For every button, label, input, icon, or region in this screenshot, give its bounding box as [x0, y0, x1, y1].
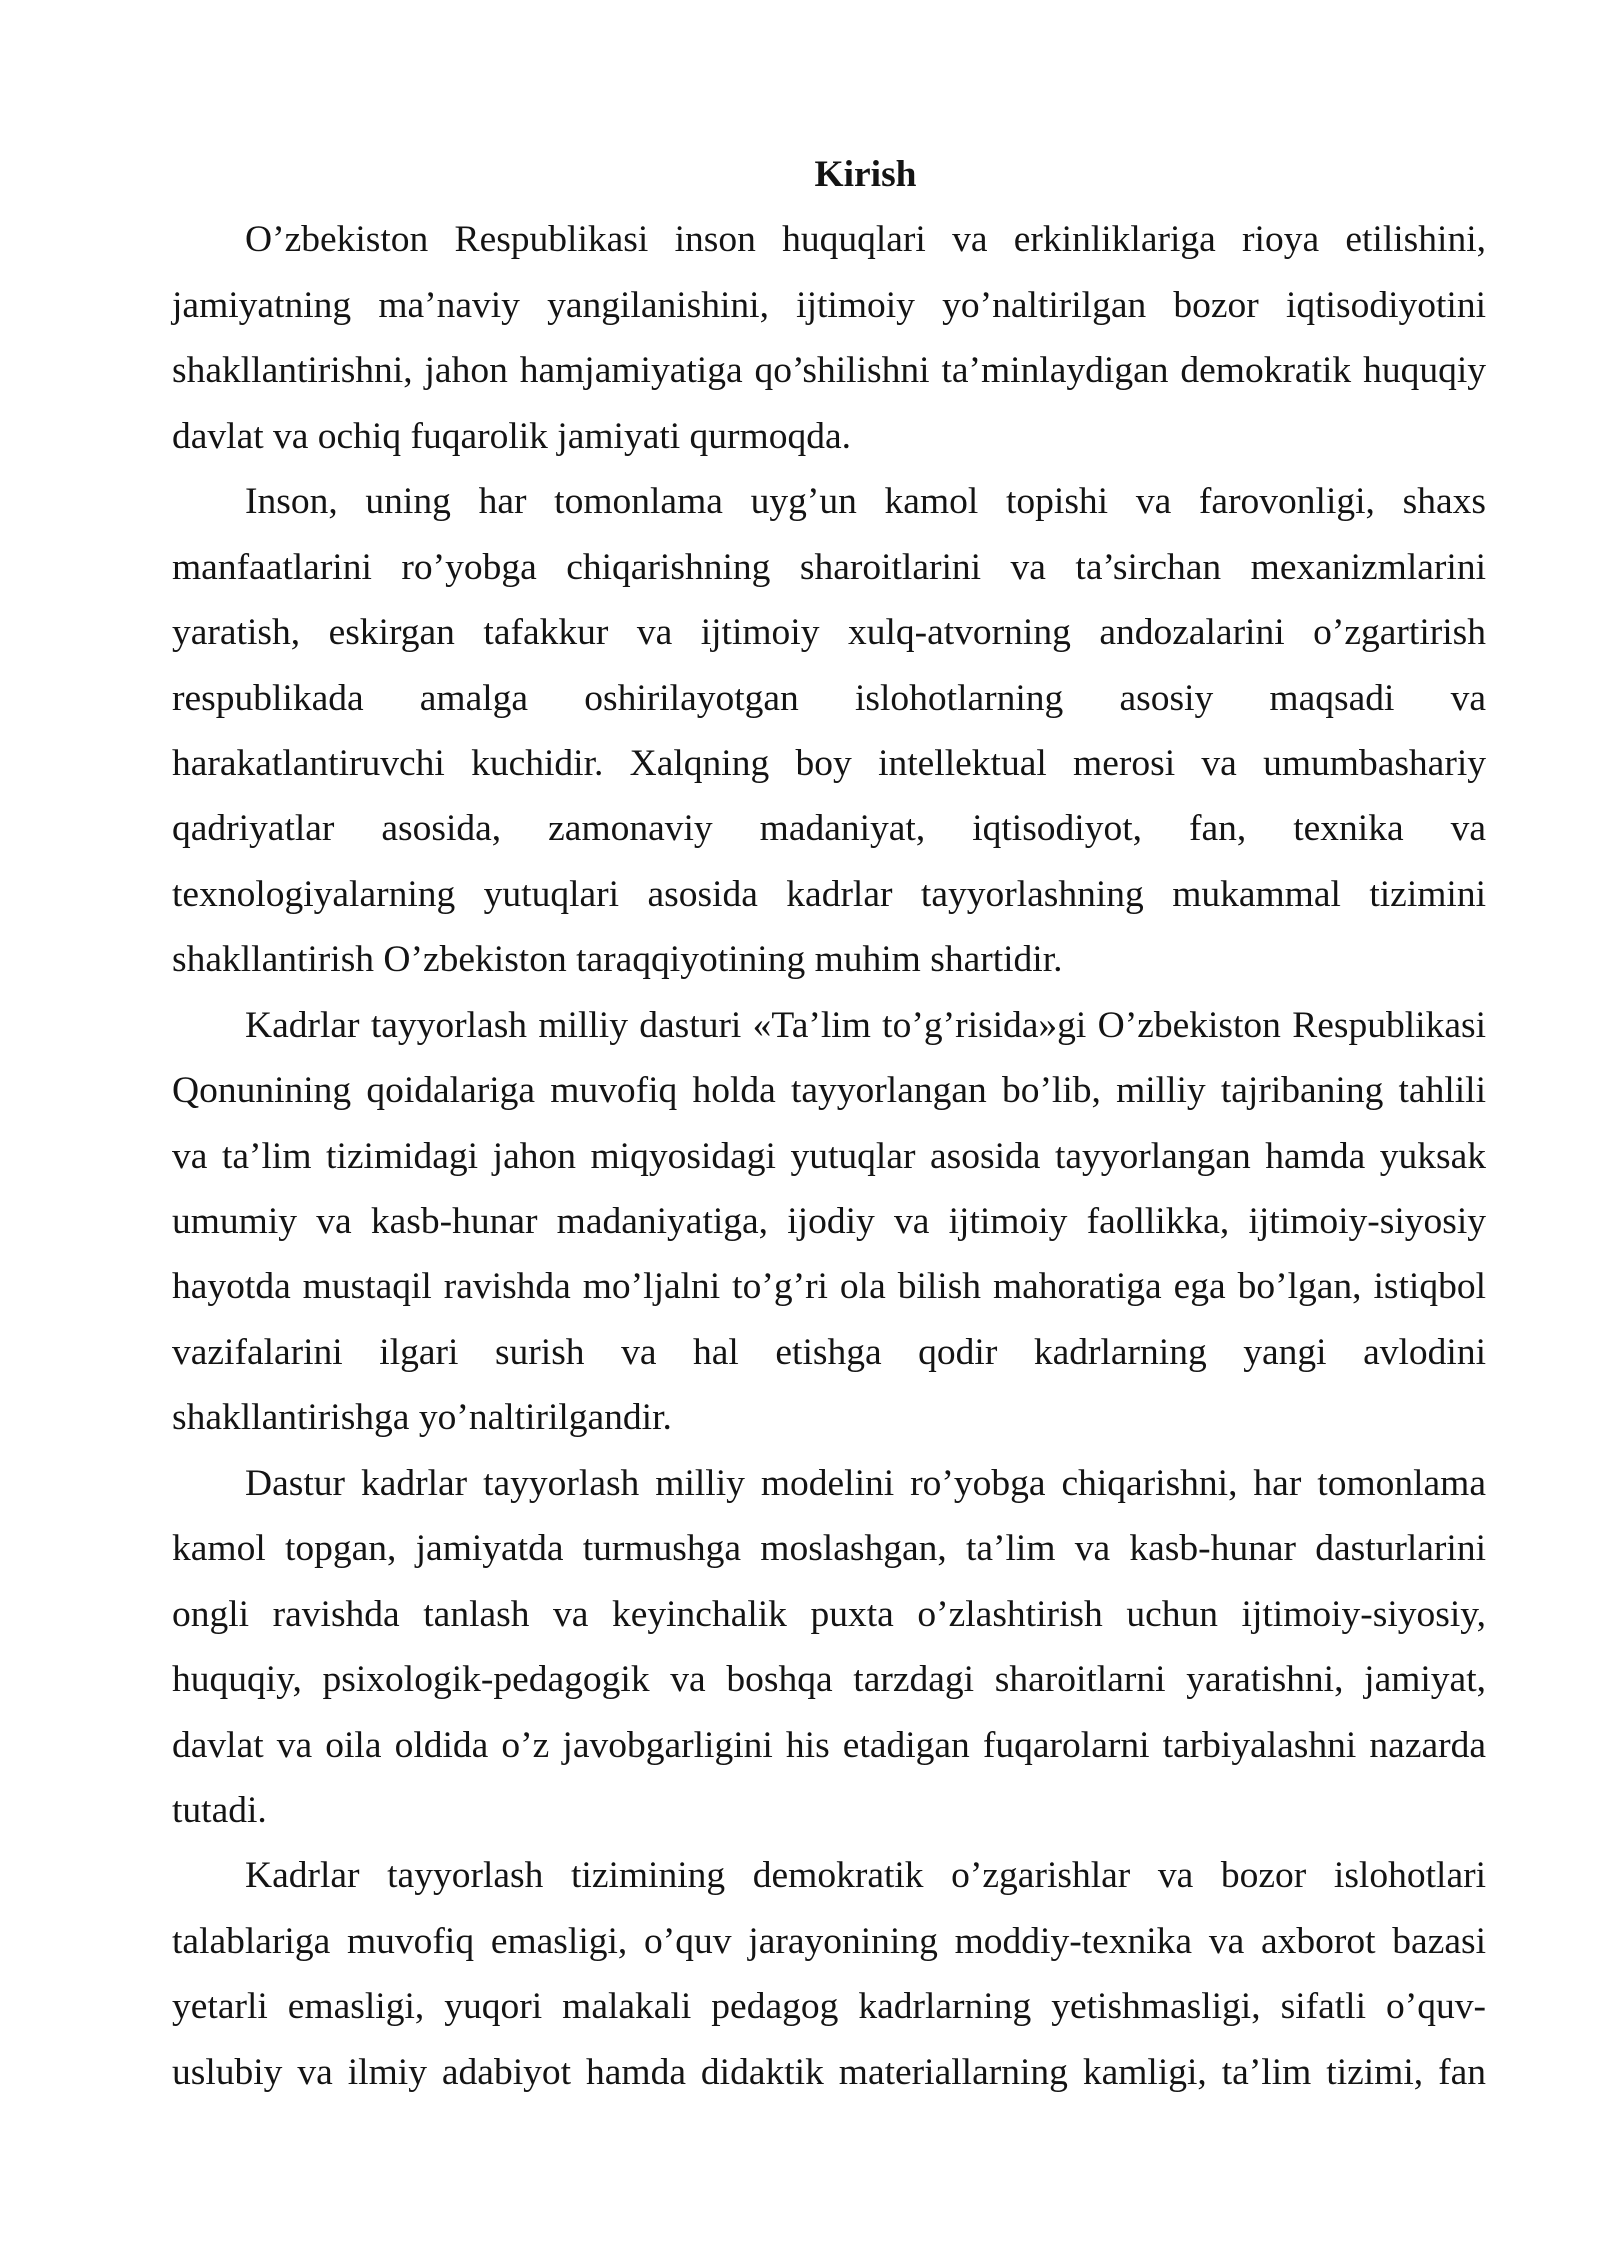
text-line: huquqiy, psixologik-pedagogik va boshqa tarzdagi sharoitlarni yaratishni, jamiyat, [172, 1659, 1486, 1701]
text-line: shakllantirishga yo’naltirilgandir. [172, 1397, 672, 1439]
text-line: Qonunining qoidalariga muvofiq holda tayyorlangan bo’lib, milliy tajribaning tahlili [172, 1070, 1486, 1112]
text-line: O’zbekiston Respublikasi inson huquqlari va erkinliklariga rioya etilishini, [245, 219, 1486, 261]
text-line: respublikada amalga oshirilayotgan islohotlarning asosiy maqsadi va [172, 677, 1486, 719]
text-line: harakatlantiruvchi kuchidir. Xalqning boy intellektual merosi va umumbashariy [172, 742, 1486, 784]
text-line: hayotda mustaqil ravishda mo’ljalni to’g’ri ola bilish mahoratiga ega bo’lgan, istiqbol [172, 1266, 1486, 1308]
text-line: manfaatlarini ro’yobga chiqarishning sharoitlarini va ta’sirchan mexanizmlarini [172, 546, 1486, 588]
text-line: Dastur kadrlar tayyorlash milliy modelini ro’yobga chiqarishni, har tomonlama [245, 1462, 1486, 1504]
document-body [172, 142, 1486, 2105]
paragraph-list [172, 207, 1486, 2105]
text-line: jamiyatning ma’naviy yangilanishini, ijtimoiy yo’naltirilgan bozor iqtisodiyotini [172, 284, 1486, 326]
text-line: davlat va oila oldida o’z javobgarligini his etadigan fuqarolarni tarbiyalashni nazarda [172, 1724, 1486, 1766]
text-line: Kadrlar tayyorlash milliy dasturi «Ta’lim to’g’risida»gi O’zbekiston Respublikasi [245, 1004, 1486, 1046]
text-line: umumiy va kasb-hunar madaniyatiga, ijodiy va ijtimoiy faollikka, ijtimoiy-siyosiy [172, 1201, 1486, 1242]
text-line: shakllantirish O’zbekiston taraqqiyotining muhim shartidir. [172, 939, 1063, 981]
text-line: tutadi. [172, 1789, 267, 1831]
text-line: Kadrlar tayyorlash tizimining demokratik o’zgarishlar va bozor islohotlari [245, 1855, 1486, 1897]
text-line: texnologiyalarning yutuqlari asosida kadrlar tayyorlashning mukammal tizimini [172, 873, 1486, 915]
text-line: yetarli emasligi, yuqori malakali pedagog kadrlarning yetishmasligi, sifatli o’quv- [172, 1986, 1486, 2028]
text-line: ongli ravishda tanlash va keyinchalik puxta o’zlashtirish uchun ijtimoiy-siyosiy, [172, 1593, 1486, 1635]
paragraph [172, 469, 1486, 993]
paragraph [172, 1843, 1486, 2105]
text-line: vazifalarini ilgari surish va hal etishga qodir kadrlarning yangi avlodini [172, 1331, 1486, 1373]
text-line: talablariga muvofiq emasligi, o’quv jarayonining moddiy-texnika va axborot bazasi [172, 1920, 1486, 1962]
text-line: Inson, uning har tomonlama uyg’un kamol topishi va farovonligi, shaxs [245, 481, 1486, 523]
text-line: uslubiy va ilmiy adabiyot hamda didaktik materiallarning kamligi, ta’lim tizimi, fan [172, 2051, 1486, 2093]
text-line: davlat va ochiq fuqarolik jamiyati qurmoqda. [172, 415, 851, 457]
text-line: va ta’lim tizimidagi jahon miqyosidagi yutuqlar asosida tayyorlangan hamda yuksak [172, 1135, 1486, 1177]
paragraph [172, 207, 1486, 469]
section-title: Kirish [814, 154, 917, 195]
paragraph [172, 993, 1486, 1451]
text-line: qadriyatlar asosida, zamonaviy madaniyat, iqtisodiyot, fan, texnika va [172, 808, 1486, 850]
text-line: kamol topgan, jamiyatda turmushga moslashgan, ta’lim va kasb-hunar dasturlarini [172, 1528, 1486, 1570]
text-line: shakllantirishni, jahon hamjamiyatiga qo’shilishni ta’minlaydigan demokratik huquqiy [172, 350, 1486, 392]
text-line: yaratish, eskirgan tafakkur va ijtimoiy xulq-atvorning andozalarini o’zgartirish [172, 612, 1486, 654]
paragraph [172, 1451, 1486, 1844]
